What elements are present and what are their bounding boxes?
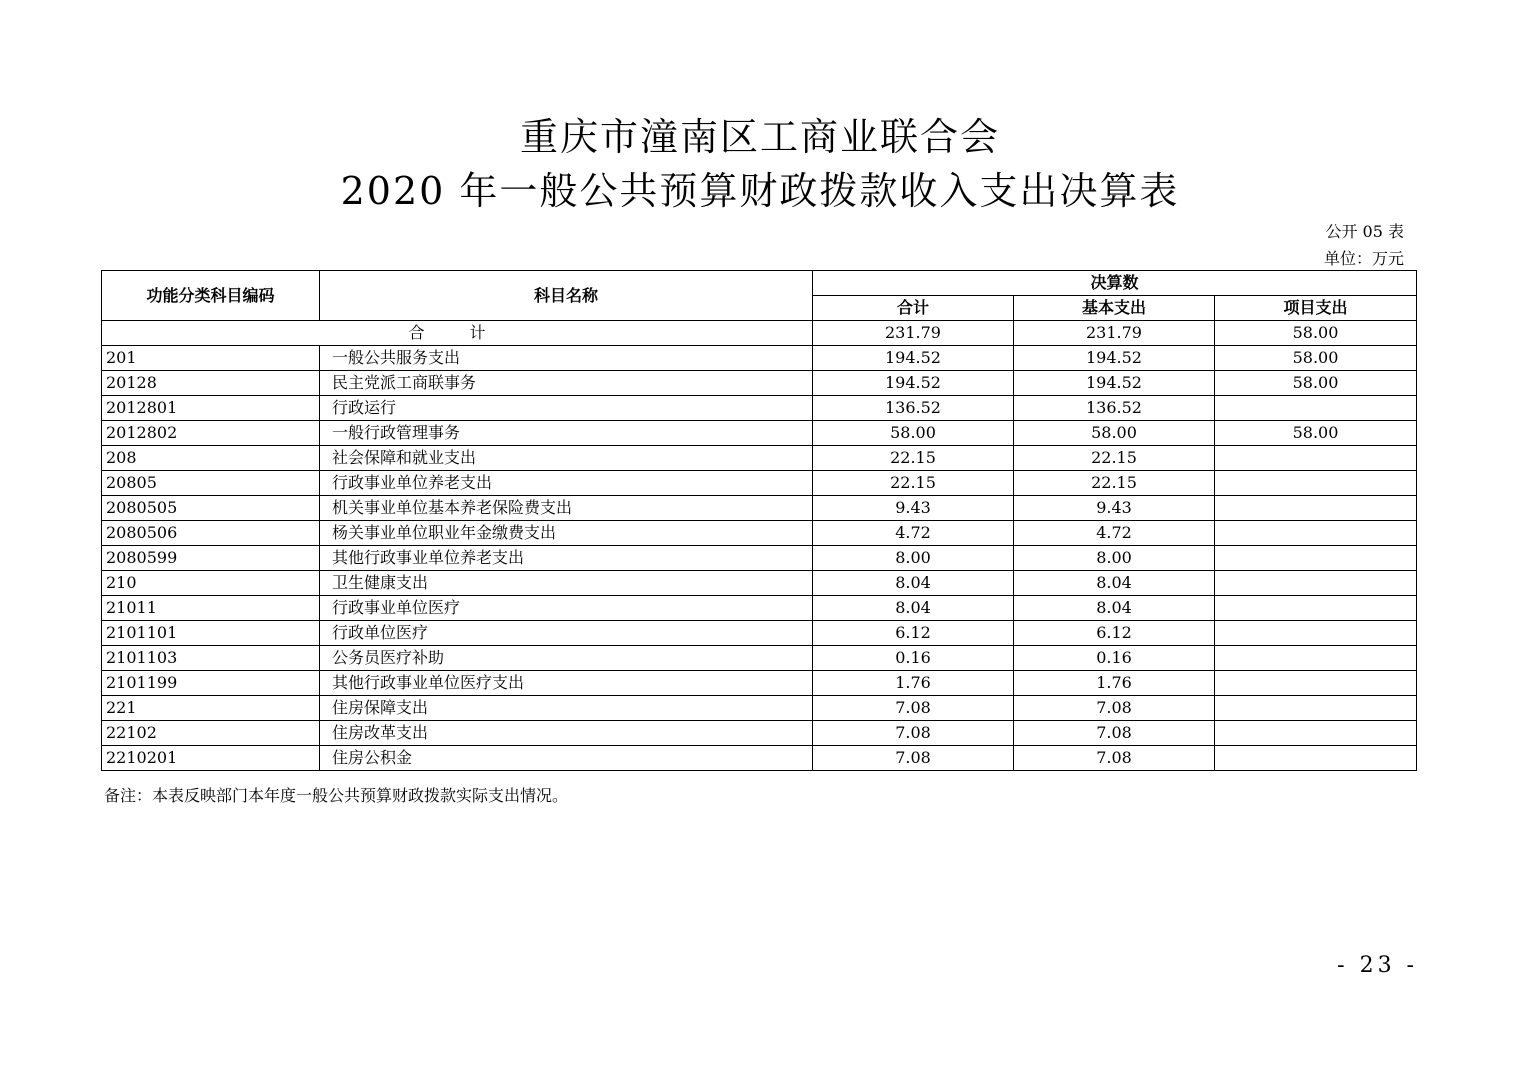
row-project bbox=[1215, 546, 1417, 571]
row-name: 住房保障支出 bbox=[320, 696, 813, 721]
row-name: 行政事业单位养老支出 bbox=[320, 471, 813, 496]
table-note: 备注：本表反映部门本年度一般公共预算财政拨款实际支出情况。 bbox=[104, 786, 569, 805]
row-project bbox=[1215, 721, 1417, 746]
row-project: 58.00 bbox=[1215, 371, 1417, 396]
total-project: 58.00 bbox=[1215, 321, 1417, 346]
document-title-line1: 重庆市潼南区工商业联合会 bbox=[519, 115, 1000, 159]
row-total: 22.15 bbox=[813, 471, 1014, 496]
header-code: 功能分类科目编码 bbox=[102, 271, 320, 321]
row-total: 9.43 bbox=[813, 496, 1014, 521]
row-code: 208 bbox=[102, 446, 320, 471]
row-name: 公务员医疗补助 bbox=[320, 646, 813, 671]
row-total: 1.76 bbox=[813, 671, 1014, 696]
table-row bbox=[102, 596, 1417, 621]
row-name: 住房公积金 bbox=[320, 746, 813, 771]
row-code: 20805 bbox=[102, 471, 320, 496]
form-number: 公开 05 表 bbox=[1325, 222, 1404, 241]
row-project bbox=[1215, 446, 1417, 471]
row-total: 7.08 bbox=[813, 721, 1014, 746]
table-row bbox=[102, 721, 1417, 746]
header-group: 决算数 bbox=[813, 271, 1417, 296]
header-name: 科目名称 bbox=[320, 271, 813, 321]
row-total: 8.00 bbox=[813, 546, 1014, 571]
table-row bbox=[102, 521, 1417, 546]
row-code: 210 bbox=[102, 571, 320, 596]
row-name: 一般公共服务支出 bbox=[320, 346, 813, 371]
row-project bbox=[1215, 471, 1417, 496]
budget-table bbox=[101, 270, 1417, 771]
table-row bbox=[102, 546, 1417, 571]
row-total: 194.52 bbox=[813, 371, 1014, 396]
row-basic: 194.52 bbox=[1014, 346, 1215, 371]
row-total: 6.12 bbox=[813, 621, 1014, 646]
row-project: 58.00 bbox=[1215, 421, 1417, 446]
row-basic: 194.52 bbox=[1014, 371, 1215, 396]
row-basic: 8.00 bbox=[1014, 546, 1215, 571]
row-basic: 7.08 bbox=[1014, 746, 1215, 771]
row-total: 8.04 bbox=[813, 596, 1014, 621]
total-row bbox=[102, 321, 1417, 346]
table-row bbox=[102, 371, 1417, 396]
table-row bbox=[102, 496, 1417, 521]
row-project bbox=[1215, 521, 1417, 546]
row-code: 2101199 bbox=[102, 671, 320, 696]
table-row bbox=[102, 396, 1417, 421]
table-row bbox=[102, 671, 1417, 696]
unit-label: 单位：万元 bbox=[1323, 249, 1404, 268]
header-row-1 bbox=[102, 271, 1417, 296]
row-project bbox=[1215, 671, 1417, 696]
row-name: 其他行政事业单位养老支出 bbox=[320, 546, 813, 571]
row-basic: 7.08 bbox=[1014, 696, 1215, 721]
total-label: 合 计 bbox=[102, 321, 813, 346]
row-name: 住房改革支出 bbox=[320, 721, 813, 746]
row-basic: 0.16 bbox=[1014, 646, 1215, 671]
row-code: 2210201 bbox=[102, 746, 320, 771]
row-total: 8.04 bbox=[813, 571, 1014, 596]
row-code: 2080506 bbox=[102, 521, 320, 546]
row-total: 0.16 bbox=[813, 646, 1014, 671]
table-row bbox=[102, 471, 1417, 496]
row-total: 22.15 bbox=[813, 446, 1014, 471]
total-sum: 231.79 bbox=[813, 321, 1014, 346]
table-row bbox=[102, 346, 1417, 371]
page-number: - 23 - bbox=[1337, 953, 1418, 978]
row-code: 2012801 bbox=[102, 396, 320, 421]
table-row bbox=[102, 696, 1417, 721]
row-project bbox=[1215, 396, 1417, 421]
row-basic: 136.52 bbox=[1014, 396, 1215, 421]
row-project bbox=[1215, 746, 1417, 771]
table-row bbox=[102, 646, 1417, 671]
row-name: 行政单位医疗 bbox=[320, 621, 813, 646]
header-total: 合计 bbox=[813, 296, 1014, 321]
table-row bbox=[102, 621, 1417, 646]
row-code: 2080599 bbox=[102, 546, 320, 571]
row-basic: 9.43 bbox=[1014, 496, 1215, 521]
row-basic: 1.76 bbox=[1014, 671, 1215, 696]
row-basic: 22.15 bbox=[1014, 471, 1215, 496]
row-project bbox=[1215, 596, 1417, 621]
row-code: 21011 bbox=[102, 596, 320, 621]
row-total: 136.52 bbox=[813, 396, 1014, 421]
table-row bbox=[102, 746, 1417, 771]
row-basic: 4.72 bbox=[1014, 521, 1215, 546]
row-name: 其他行政事业单位医疗支出 bbox=[320, 671, 813, 696]
row-project bbox=[1215, 696, 1417, 721]
row-code: 22102 bbox=[102, 721, 320, 746]
table-row bbox=[102, 571, 1417, 596]
row-name: 杨关事业单位职业年金缴费支出 bbox=[320, 521, 813, 546]
row-total: 7.08 bbox=[813, 746, 1014, 771]
row-project bbox=[1215, 621, 1417, 646]
row-code: 20128 bbox=[102, 371, 320, 396]
row-total: 4.72 bbox=[813, 521, 1014, 546]
row-basic: 58.00 bbox=[1014, 421, 1215, 446]
table-row bbox=[102, 421, 1417, 446]
header-basic: 基本支出 bbox=[1014, 296, 1215, 321]
row-name: 行政事业单位医疗 bbox=[320, 596, 813, 621]
row-name: 一般行政管理事务 bbox=[320, 421, 813, 446]
row-project bbox=[1215, 646, 1417, 671]
row-name: 机关事业单位基本养老保险费支出 bbox=[320, 496, 813, 521]
row-code: 2080505 bbox=[102, 496, 320, 521]
row-total: 7.08 bbox=[813, 696, 1014, 721]
row-code: 2101103 bbox=[102, 646, 320, 671]
row-total: 58.00 bbox=[813, 421, 1014, 446]
document-title-line2: 2020 年一般公共预算财政拨款收入支出决算表 bbox=[340, 169, 1180, 213]
row-project bbox=[1215, 571, 1417, 596]
row-basic: 7.08 bbox=[1014, 721, 1215, 746]
row-name: 卫生健康支出 bbox=[320, 571, 813, 596]
row-project bbox=[1215, 496, 1417, 521]
row-total: 194.52 bbox=[813, 346, 1014, 371]
row-basic: 8.04 bbox=[1014, 571, 1215, 596]
row-code: 221 bbox=[102, 696, 320, 721]
row-code: 2101101 bbox=[102, 621, 320, 646]
table-row bbox=[102, 446, 1417, 471]
row-name: 民主党派工商联事务 bbox=[320, 371, 813, 396]
total-basic: 231.79 bbox=[1014, 321, 1215, 346]
row-basic: 22.15 bbox=[1014, 446, 1215, 471]
row-project: 58.00 bbox=[1215, 346, 1417, 371]
row-code: 201 bbox=[102, 346, 320, 371]
row-name: 行政运行 bbox=[320, 396, 813, 421]
row-code: 2012802 bbox=[102, 421, 320, 446]
row-basic: 6.12 bbox=[1014, 621, 1215, 646]
header-project: 项目支出 bbox=[1215, 296, 1417, 321]
row-name: 社会保障和就业支出 bbox=[320, 446, 813, 471]
row-basic: 8.04 bbox=[1014, 596, 1215, 621]
